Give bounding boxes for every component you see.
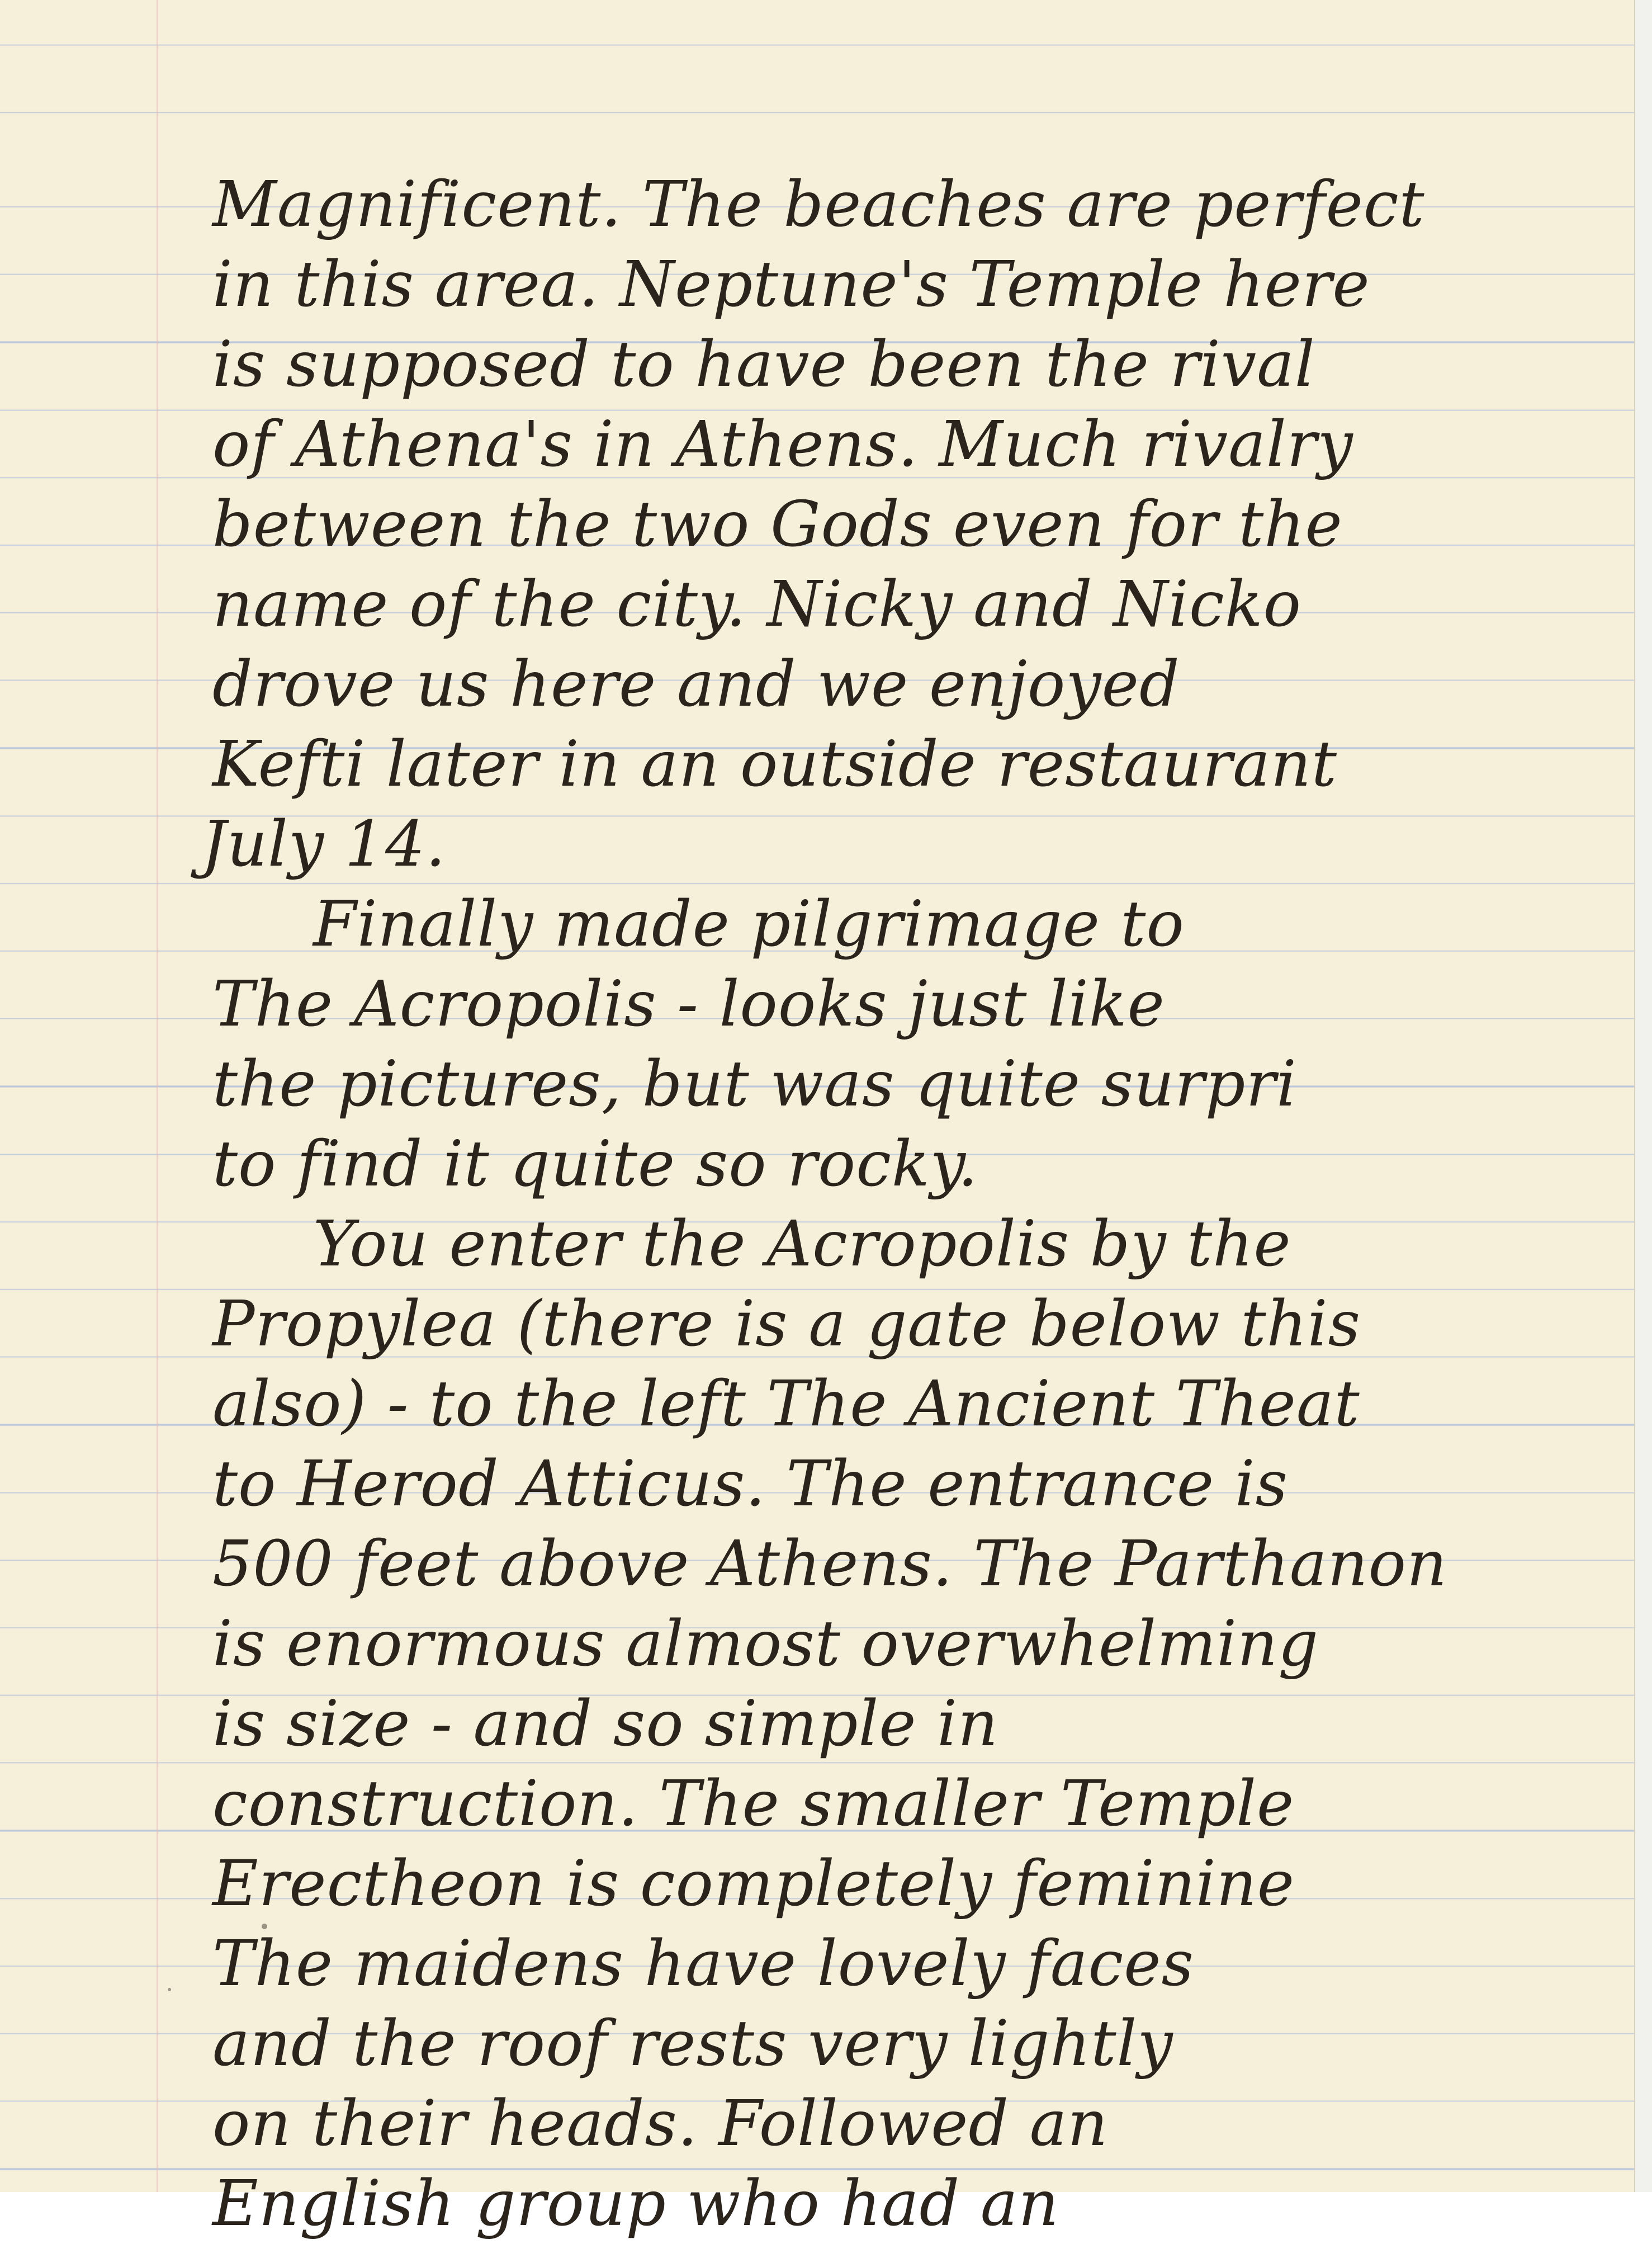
page-edge (1634, 0, 1652, 2192)
handwriting-line: Erectheon is completely feminine (212, 1848, 1295, 1920)
handwriting-line: name of the city. Nicky and Nicko (212, 568, 1301, 641)
handwriting-line: and the roof rests very lightly (212, 2007, 1173, 2080)
handwriting-line: You enter the Acropolis by the (313, 1208, 1291, 1281)
handwriting-line: to find it quite so rocky. (212, 1128, 978, 1201)
handwriting-line: is enormous almost overwhelming (212, 1608, 1319, 1680)
handwriting-line: Magnificent. The beaches are perfect (212, 168, 1425, 241)
handwriting-line: between the two Gods even for the (212, 488, 1343, 561)
handwriting-line: The maidens have lovely faces (212, 1928, 1194, 2000)
handwriting-line: Kefti later in an outside restaurant (212, 728, 1338, 801)
handwriting-line: is supposed to have been the rival (212, 328, 1315, 401)
handwriting-line: the pictures, but was quite surpri (212, 1048, 1297, 1121)
handwriting-line: of Athena's in Athens. Much rivalry (212, 408, 1353, 481)
handwriting-line: construction. The smaller Temple (212, 1768, 1295, 1840)
handwriting-line: is size - and so simple in (212, 1688, 999, 1760)
handwriting-line: to Herod Atticus. The entrance is (212, 1448, 1289, 1520)
handwritten-text (201, 165, 1621, 2244)
handwriting-line: drove us here and we enjoyed (212, 648, 1180, 721)
handwriting-line: 500 feet above Athens. The Parthanon (212, 1528, 1448, 1600)
handwriting-line: Propylea (there is a gate below this (212, 1288, 1361, 1360)
handwriting-line: also) - to the left The Ancient Theat (212, 1368, 1360, 1440)
handwriting-line: in this area. Neptune's Temple here (212, 248, 1370, 321)
handwriting-line: The Acropolis - looks just like (212, 968, 1165, 1041)
handwriting-line: English group who had an (212, 2167, 1059, 2240)
handwriting-line: on their heads. Followed an (212, 2087, 1109, 2160)
date-heading: July 14. (201, 808, 446, 881)
punch-dot (168, 1988, 171, 1991)
handwriting-line: Finally made pilgrimage to (313, 888, 1185, 961)
margin-rule (157, 0, 158, 2192)
